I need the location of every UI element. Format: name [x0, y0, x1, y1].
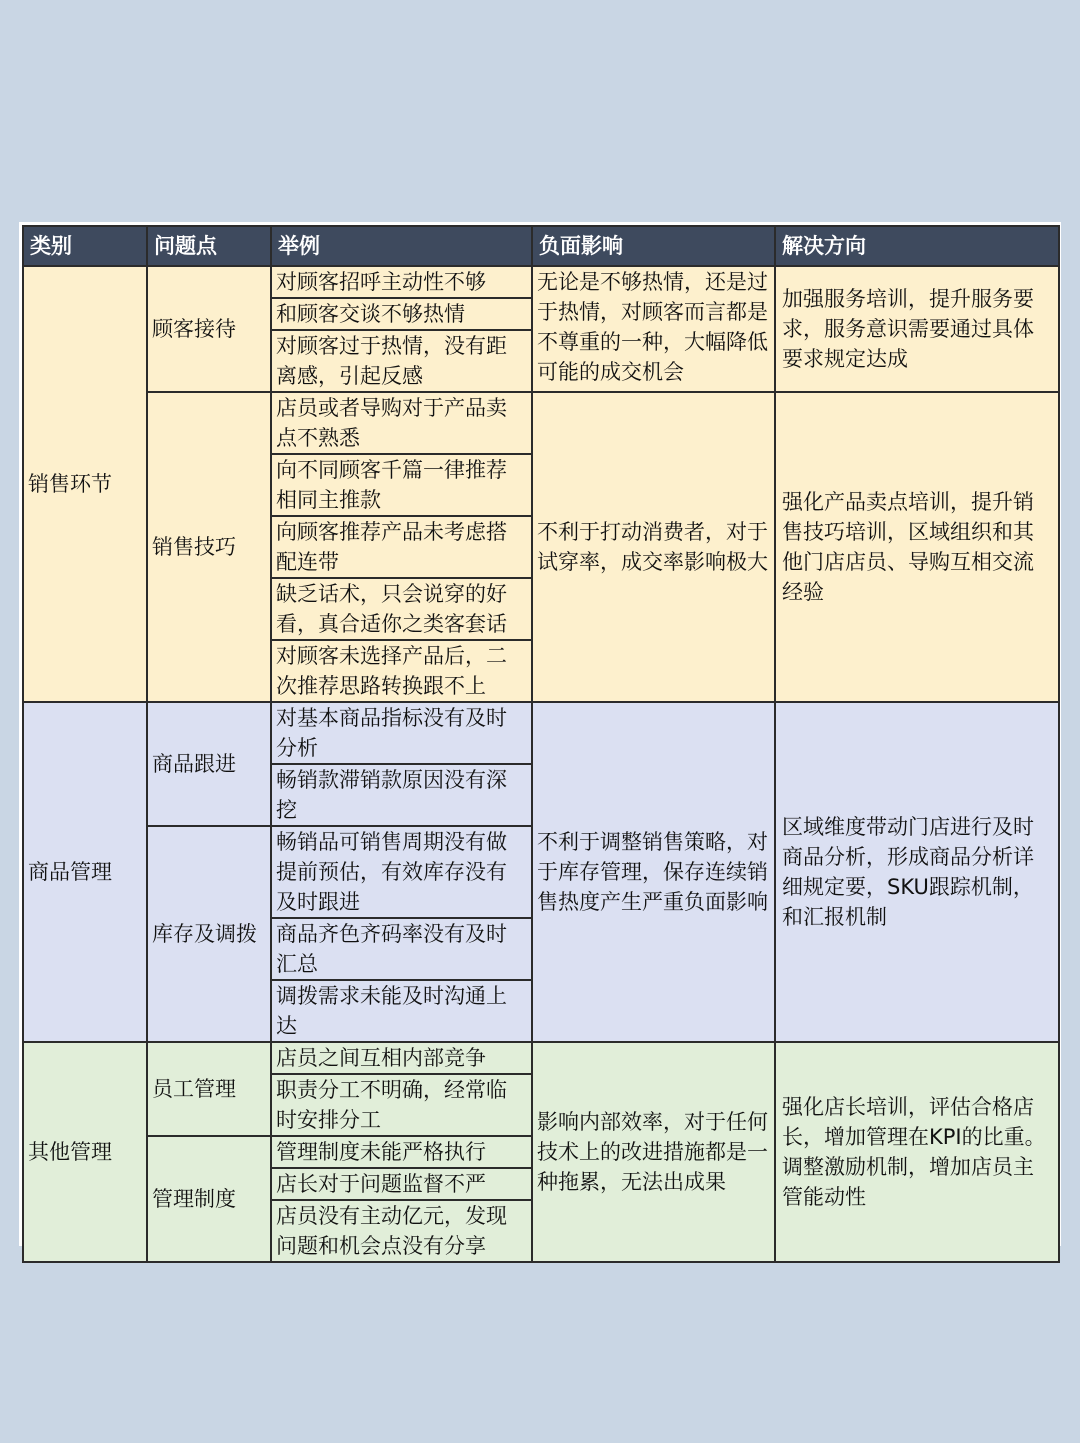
header-category: 类别 — [23, 226, 147, 266]
problem-cell: 顾客接待 — [147, 266, 271, 392]
example-cell: 对顾客招呼主动性不够 — [271, 266, 532, 298]
problem-cell: 库存及调拨 — [147, 826, 271, 1042]
header-example: 举例 — [271, 226, 532, 266]
table-row — [23, 392, 1059, 454]
example-cell: 店员没有主动亿元，发现问题和机会点没有分享 — [271, 1200, 532, 1262]
problem-cell: 员工管理 — [147, 1042, 271, 1136]
example-cell: 店长对于问题监督不严 — [271, 1168, 532, 1200]
example-cell: 商品齐色齐码率没有及时汇总 — [271, 918, 532, 980]
example-cell: 对顾客过于热情，没有距离感，引起反感 — [271, 330, 532, 392]
example-cell: 店员之间互相内部竞争 — [271, 1042, 532, 1074]
example-cell: 向顾客推荐产品未考虑搭配连带 — [271, 516, 532, 578]
example-cell: 店员或者导购对于产品卖点不熟悉 — [271, 392, 532, 454]
example-cell: 对基本商品指标没有及时分析 — [271, 702, 532, 764]
example-cell: 调拨需求未能及时沟通上达 — [271, 980, 532, 1042]
header-problem: 问题点 — [147, 226, 271, 266]
impact-cell: 不利于打动消费者，对于试穿率，成交率影响极大 — [532, 392, 775, 702]
example-cell: 向不同顾客千篇一律推荐相同主推款 — [271, 454, 532, 516]
solution-cell: 强化店长培训，评估合格店长，增加管理在KPI的比重。调整激励机制，增加店员主管能动性 — [775, 1042, 1059, 1262]
table-row — [23, 266, 1059, 298]
example-cell: 管理制度未能严格执行 — [271, 1136, 532, 1168]
solution-cell: 区域维度带动门店进行及时商品分析，形成商品分析详细规定要，SKU跟踪机制，和汇报机制 — [775, 702, 1059, 1042]
impact-cell: 无论是不够热情，还是过于热情，对顾客而言都是不尊重的一种，大幅降低可能的成交机会 — [532, 266, 775, 392]
example-cell: 对顾客未选择产品后，二次推荐思路转换跟不上 — [271, 640, 532, 702]
problem-cell: 商品跟进 — [147, 702, 271, 826]
impact-cell: 不利于调整销售策略，对于库存管理，保存连续销售热度产生严重负面影响 — [532, 702, 775, 1042]
table-row — [23, 1042, 1059, 1074]
solution-cell: 加强服务培训，提升服务要求，服务意识需要通过具体要求规定达成 — [775, 266, 1059, 392]
solution-cell: 强化产品卖点培训，提升销售技巧培训，区域组织和其他门店店员、导购互相交流经验 — [775, 392, 1059, 702]
category-cell: 销售环节 — [23, 266, 147, 702]
table-frame — [19, 222, 1061, 1258]
example-cell: 缺乏话术，只会说穿的好看，真合适你之类客套话 — [271, 578, 532, 640]
header-solution: 解决方向 — [775, 226, 1059, 266]
problem-cell: 销售技巧 — [147, 392, 271, 702]
problem-cell: 管理制度 — [147, 1136, 271, 1262]
category-cell: 商品管理 — [23, 702, 147, 1042]
header-row — [23, 226, 1059, 266]
example-cell: 畅销品可销售周期没有做提前预估，有效库存没有及时跟进 — [271, 826, 532, 918]
example-cell: 职责分工不明确，经常临时安排分工 — [271, 1074, 532, 1136]
example-cell: 畅销款滞销款原因没有深挖 — [271, 764, 532, 826]
header-impact: 负面影响 — [532, 226, 775, 266]
table-row — [23, 702, 1059, 764]
impact-cell: 影响内部效率，对于任何技术上的改进措施都是一种拖累，无法出成果 — [532, 1042, 775, 1262]
category-cell: 其他管理 — [23, 1042, 147, 1262]
problem-analysis-table — [22, 225, 1060, 1263]
example-cell: 和顾客交谈不够热情 — [271, 298, 532, 330]
